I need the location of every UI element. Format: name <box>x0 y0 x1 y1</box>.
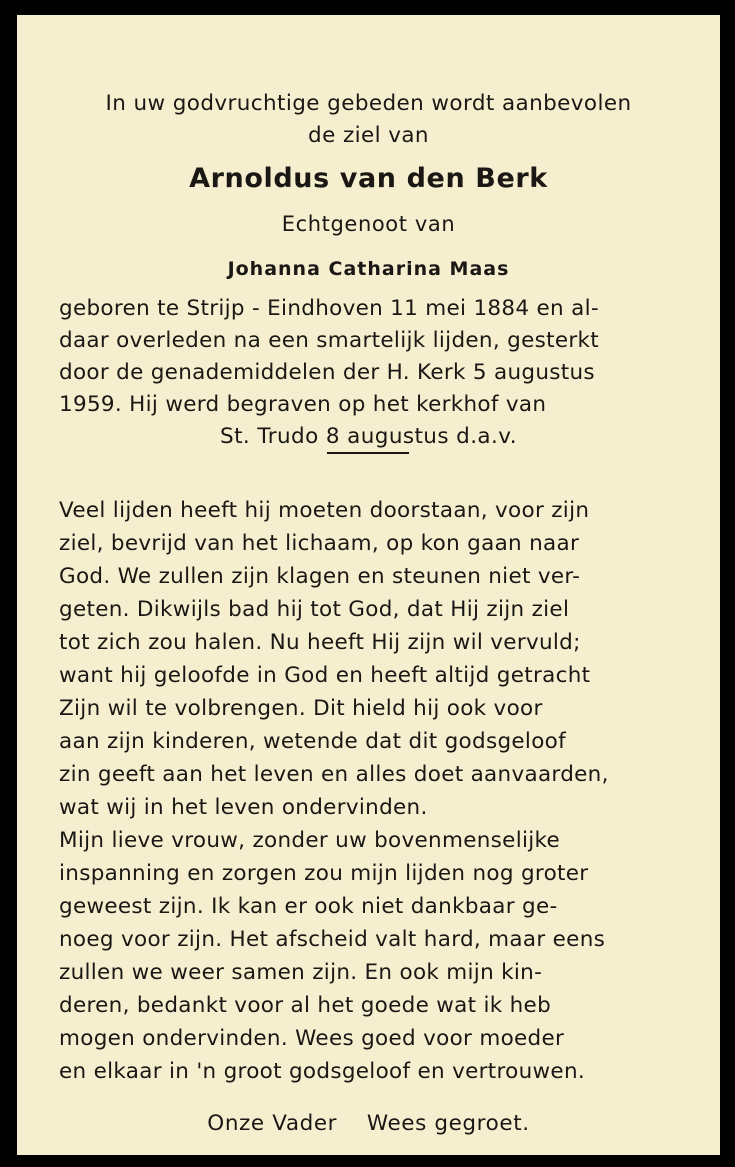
message-line: God. We zullen zijn klagen en steunen niet ver- <box>59 564 581 589</box>
message-line: tot zich zou halen. Nu heeft Hij zijn wil vervuld; <box>59 630 581 655</box>
biography-line: daar overleden na een smartelijk lijden, gesterkt <box>59 328 599 353</box>
biography-line: door de genademiddelen der H. Kerk 5 augustus <box>59 360 595 385</box>
biography-line: St. Trudo 8 augustus d.a.v. <box>220 424 517 449</box>
message-line: zin geeft aan het leven en alles doet aanvaarden, <box>59 762 609 787</box>
message-line: want hij geloofde in God en heeft altijd getracht <box>59 663 591 688</box>
intro-line-2: de ziel van <box>308 123 429 148</box>
spouse-name: Johanna Catharina Maas <box>227 258 510 280</box>
biography-line: geboren te Strijp - Eindhoven 11 mei 1884 en al- <box>59 296 599 321</box>
message-line: Mijn lieve vrouw, zonder uw bovenmenselijke <box>59 828 561 853</box>
message-line: noeg voor zijn. Het afscheid valt hard, maar eens <box>59 927 606 952</box>
biography-line: 1959. Hij werd begraven op het kerkhof van <box>59 392 547 417</box>
message-line: aan zijn kinderen, wetende dat dit godsgeloof <box>59 729 566 754</box>
message-line: wat wij in het leven ondervinden. <box>59 795 428 820</box>
message-line: zullen we weer samen zijn. En ook mijn kin- <box>59 960 543 985</box>
message-line: inspanning en zorgen zou mijn lijden nog groter <box>59 861 589 886</box>
intro-line-1: In uw godvruchtige gebeden wordt aanbevolen <box>105 91 632 116</box>
message-line: Veel lijden heeft hij moeten doorstaan, voor zijn <box>59 498 590 523</box>
divider <box>327 452 409 454</box>
message-line: deren, bedankt voor al het goede wat ik heb <box>59 993 552 1018</box>
message-line: en elkaar in 'n groot godsgeloof en vertrouwen. <box>59 1059 586 1084</box>
message-line: Zijn wil te volbrengen. Dit hield hij ook voor <box>59 696 543 721</box>
deceased-name: Arnoldus van den Berk <box>189 163 548 194</box>
spouse-label: Echtgenoot van <box>281 212 456 236</box>
message-line: geten. Dikwijls bad hij tot God, dat Hij zijn ziel <box>59 597 570 622</box>
closing-prayers: Onze Vader Wees gegroet. <box>207 1111 530 1136</box>
message-line: mogen ondervinden. Wees goed voor moeder <box>59 1026 565 1051</box>
message-line: geweest zijn. Ik kan er ook niet dankbaar ge- <box>59 894 558 919</box>
memorial-card <box>17 15 720 1155</box>
message-line: ziel, bevrijd van het lichaam, op kon gaan naar <box>59 531 580 556</box>
